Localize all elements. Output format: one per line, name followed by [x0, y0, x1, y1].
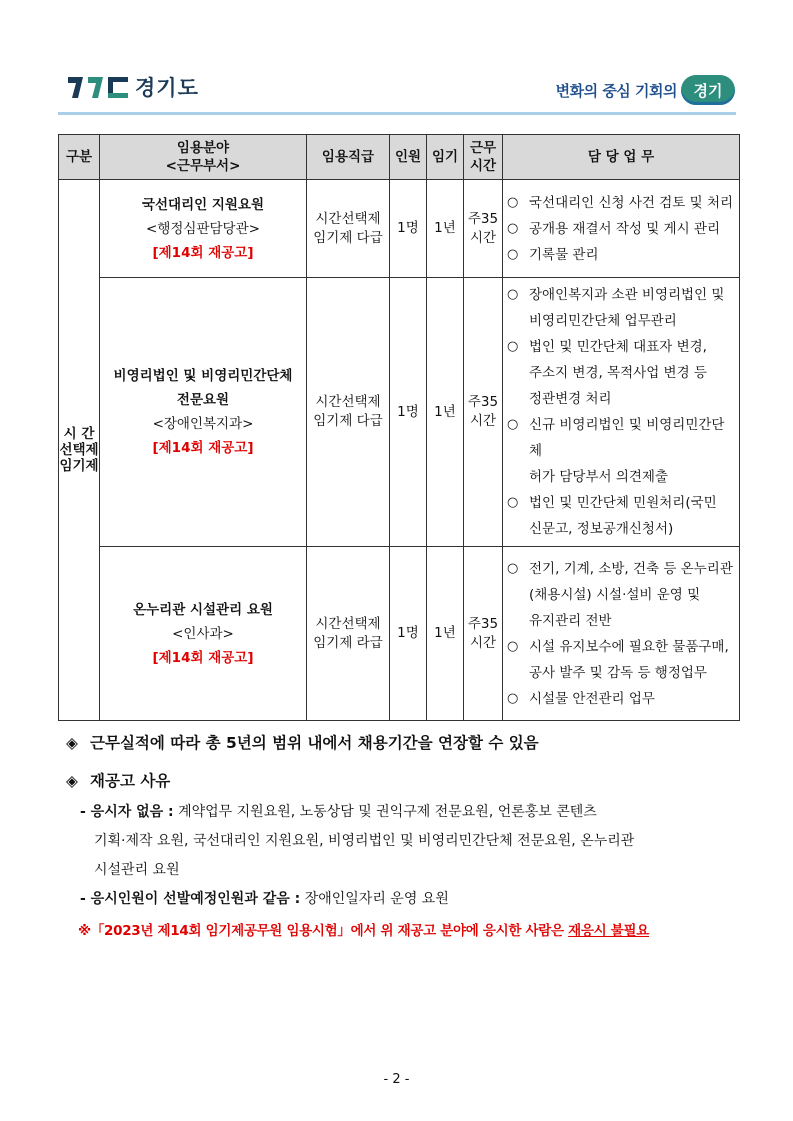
category-line2: 선택제: [59, 442, 99, 458]
hours-line2: 시간: [469, 413, 497, 429]
field-name: 온누리관 시설관리 요원: [133, 601, 273, 618]
same-count-value: 장애인일자리 운영 요원: [304, 891, 449, 907]
rank-line1: 시간선택제: [315, 615, 381, 632]
diamond-bullet-icon: ◈: [66, 734, 78, 752]
no-applicant-label: - 응시자 없음 :: [80, 804, 174, 820]
duty-text: 국선대리인 신청 사건 검토 및 처리: [529, 194, 734, 211]
duty-item: [507, 490, 737, 542]
count-cell: 1명: [390, 547, 427, 721]
duty-item: [507, 282, 737, 334]
header-term: 임기: [427, 135, 464, 180]
duties-cell: [503, 180, 740, 278]
hours-line1: 주35: [467, 210, 499, 227]
same-count-label: - 응시인원이 선발예정인원과 같음 :: [80, 891, 301, 907]
field-name: 국선대리인 지원요원: [141, 196, 265, 213]
duty-text: 공개용 재결서 작성 및 게시 관리: [529, 220, 720, 237]
duty-item: [507, 216, 737, 242]
hours-line1: 주35: [467, 394, 499, 410]
bullet-icon: ○: [507, 560, 519, 576]
table-row: [59, 180, 740, 278]
bullet-icon: ○: [507, 638, 519, 654]
duty-text: 장애인복지과 소관 비영리법인 및 비영리민간단체 업무관리: [529, 287, 725, 329]
duty-item: [507, 686, 737, 712]
field-name: 전문요원: [176, 392, 230, 408]
extension-text: 근무실적에 따라 총 5년의 범위 내에서 채용기간을 연장할 수 있음: [90, 734, 539, 752]
reason-same-count: [80, 885, 748, 914]
table-header-row: [59, 135, 740, 180]
gyeonggi-emblem-icon: [66, 74, 130, 100]
notes-section: [58, 726, 748, 944]
slogan: [556, 75, 735, 105]
term-cell: 1년: [427, 278, 464, 547]
field-cell: [100, 547, 307, 721]
duty-item: [507, 242, 737, 268]
term-cell: 1년: [427, 180, 464, 278]
duty-text: 전기, 기계, 소방, 건축 등 온누리관 (채용시설) 시설·설비 운영 및 유지관리 전반: [529, 560, 733, 629]
header-count: 인원: [390, 135, 427, 180]
duty-item: [507, 190, 737, 216]
field-cell: [100, 180, 307, 278]
rank-line1: 시간선택제: [315, 210, 381, 227]
header-rank: 임용직급: [307, 135, 390, 180]
field-dept: <행정심판담당관>: [146, 220, 260, 237]
header-divider: [58, 112, 736, 115]
count-cell: 1명: [390, 180, 427, 278]
duty-text: 법인 및 민간단체 민원처리(국민 신문고, 정보공개신청서): [529, 495, 717, 537]
duty-text: 법인 및 민간단체 대표자 변경, 주소지 변경, 목적사업 변경 등 정관변경 처리: [529, 339, 707, 407]
diamond-bullet-icon: ◈: [66, 772, 78, 790]
page-header: [0, 0, 793, 120]
logo-text: 경기도: [135, 76, 199, 100]
category-line1: 시 간: [63, 426, 95, 442]
header-hours-line1: 근무: [469, 140, 497, 156]
header-hours-line2: 시간: [469, 158, 497, 174]
reason-title: [66, 764, 748, 798]
warning-underline: 재응시 불필요: [568, 923, 649, 939]
bullet-icon: ○: [507, 287, 519, 302]
recruitment-table: [58, 134, 740, 721]
gyeonggi-logo: [66, 72, 199, 102]
duties-cell: [503, 547, 740, 721]
bullet-icon: ○: [507, 339, 519, 354]
table-row: [59, 547, 740, 721]
hours-cell: [464, 180, 503, 278]
bullet-icon: ○: [507, 690, 519, 706]
hours-line1: 주35: [467, 615, 499, 632]
rank-line2: 임기제 다급: [313, 229, 383, 246]
field-note: [제14회 재공고]: [152, 649, 254, 666]
no-applicant-line3: 시설관리 요원: [94, 862, 180, 878]
header-category: 구분: [59, 135, 100, 180]
duty-text: 시설물 안전관리 업무: [529, 690, 655, 707]
hours-cell: [464, 547, 503, 721]
rank-cell: [307, 547, 390, 721]
header-field: [100, 135, 307, 180]
bullet-icon: ○: [507, 417, 519, 432]
field-cell: [100, 278, 307, 547]
field-name: 비영리법인 및 비영리민간단체: [113, 368, 293, 384]
hours-line2: 시간: [469, 634, 497, 651]
bullet-icon: ○: [507, 194, 519, 210]
slogan-text: 변화의 중심 기회의: [555, 81, 677, 100]
extension-note: [66, 726, 748, 760]
header-field-line1: 임용분야: [176, 140, 230, 156]
no-applicant-line1: 계약업무 지원요원, 노동상담 및 권익구제 전문요원, 언론홍보 콘텐츠: [178, 804, 597, 820]
duty-text: 시설 유지보수에 필요한 물품구매, 공사 발주 및 감독 등 행정업무: [529, 638, 729, 681]
duty-text: 신규 비영리법인 및 비영리민간단체 허가 담당부서 의견제출: [529, 417, 725, 485]
hours-cell: [464, 278, 503, 547]
rank-line2: 임기제 다급: [313, 413, 383, 429]
duty-item: [507, 556, 737, 634]
duty-item: [507, 634, 737, 686]
field-note: [제14회 재공고]: [152, 244, 254, 261]
category-cell: [59, 180, 100, 721]
term-cell: 1년: [427, 547, 464, 721]
hours-line2: 시간: [469, 229, 497, 246]
duty-text: 기록물 관리: [529, 246, 599, 263]
header-field-line2: <근무부서>: [165, 158, 241, 174]
no-applicant-line2: 기획·제작 요원, 국선대리인 지원요원, 비영리법인 및 비영리민간단체 전문요원, 온누리관: [94, 833, 635, 849]
category-line3: 임기제: [59, 458, 99, 474]
field-dept: <인사과>: [172, 625, 234, 642]
header-hours: [464, 135, 503, 180]
duties-cell: [503, 278, 740, 547]
field-dept: <장애인복지과>: [152, 416, 254, 432]
reason-no-applicant: [80, 798, 748, 885]
duty-item: [507, 412, 737, 490]
rank-cell: [307, 278, 390, 547]
count-cell: 1명: [390, 278, 427, 547]
warning-note: [78, 918, 748, 944]
rank-cell: [307, 180, 390, 278]
warning-text: ※「2023년 제14회 임기제공무원 임용시험」에서 위 재공고 분야에 응시한 사람은: [78, 923, 569, 939]
duty-item: [507, 334, 737, 412]
rank-line2: 임기제 라급: [313, 634, 383, 651]
reason-title-text: 재공고 사유: [90, 772, 171, 790]
page-number: - 2 -: [383, 1072, 410, 1087]
rank-line1: 시간선택제: [315, 394, 381, 410]
bullet-icon: ○: [507, 220, 519, 236]
header-duties: 담 당 업 무: [503, 135, 740, 180]
bullet-icon: ○: [507, 246, 519, 262]
slogan-badge: 경기: [681, 75, 735, 105]
bullet-icon: ○: [507, 495, 519, 510]
table-row: [59, 278, 740, 547]
field-note: [제14회 재공고]: [152, 440, 254, 456]
